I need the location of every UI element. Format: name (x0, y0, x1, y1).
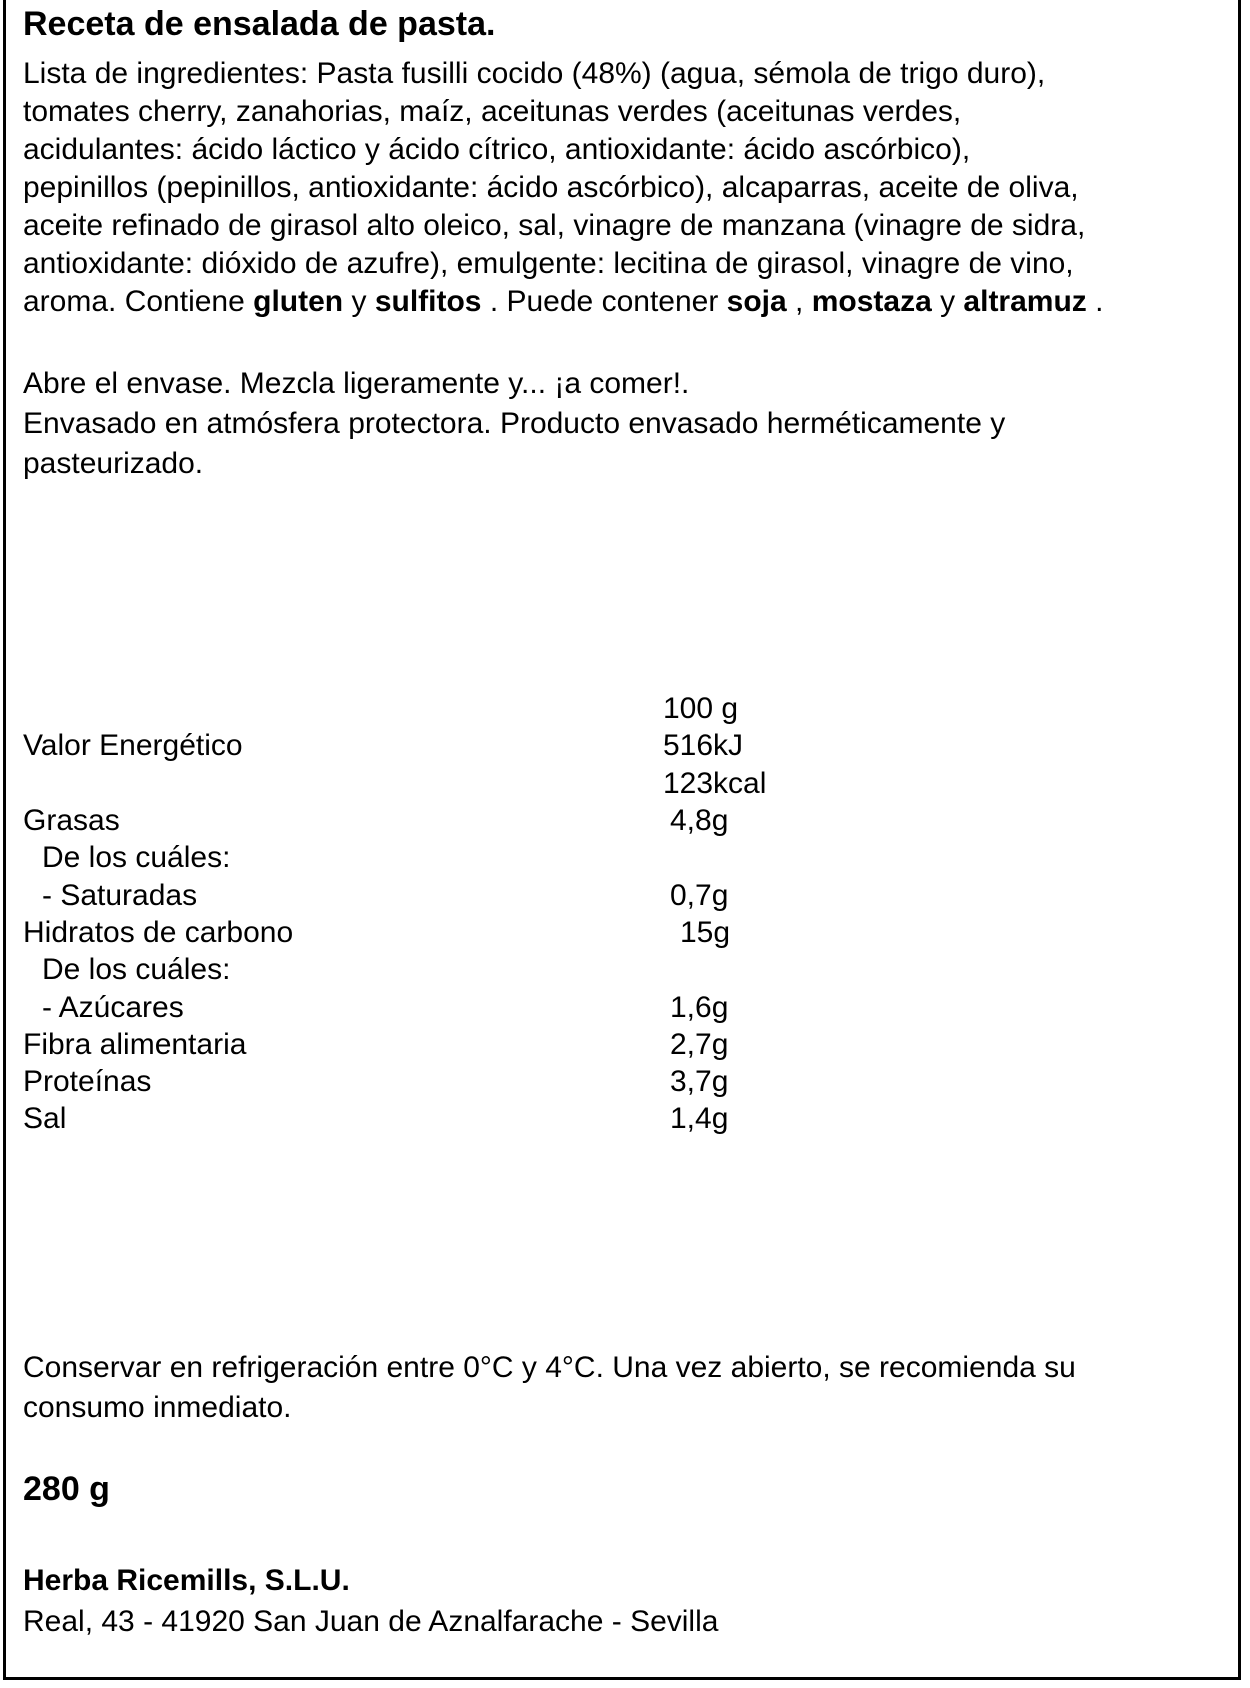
nutrition-row-value: 15g (680, 916, 731, 949)
ingredients-line (23, 245, 1223, 283)
nutrition-row-name: Hidratos de carbono (23, 916, 294, 949)
ingredients-line (23, 93, 1223, 131)
nutrition-row-name: - Saturadas (42, 879, 198, 912)
nutrition-row-name: De los cuáles: (42, 841, 231, 874)
ingredients-line (23, 283, 1223, 321)
instructions-text: Abre el envase. Mezcla ligeramente y... ¡a comer!. (23, 367, 690, 400)
ingredients-text: antioxidante: dióxido de azufre), emulgente: lecitina de girasol, vinagre de vino, (23, 247, 1074, 280)
ingredients-text: Lista de ingredientes: Pasta fusilli cocido (48%) (agua, sémola de trigo duro), (23, 57, 1046, 90)
ingredients-text: . (1086, 285, 1104, 318)
allergen-highlight: altramuz (963, 285, 1087, 318)
nutrition-row-value: 0,7g (670, 879, 729, 912)
nutrition-row-value: 1,4g (670, 1102, 729, 1135)
packaging-line-1: Envasado en atmósfera protectora. Producto envasado herméticamente y (23, 407, 1006, 440)
nutrition-row-name: Sal (23, 1102, 67, 1135)
ingredients-text: y (343, 285, 375, 318)
ingredients-text: acidulantes: ácido láctico y ácido cítrico, antioxidante: ácido ascórbico), (23, 133, 971, 166)
ingredients-text: pepinillos (pepinillos, antioxidante: ácido ascórbico), alcaparras, aceite de oliva, (23, 171, 1079, 204)
nutrition-header: 100 g (663, 692, 739, 725)
nutrition-row-name: Valor Energético (23, 729, 243, 762)
packaging-line-2: pasteurizado. (23, 447, 204, 480)
ingredients-text: aroma. Contiene (23, 285, 254, 318)
nutrition-row-name: Grasas (23, 804, 120, 837)
allergen-highlight: sulfitos (374, 285, 482, 318)
ingredients-line (23, 169, 1223, 207)
allergen-highlight: soja (726, 285, 787, 318)
ingredients-text: , (786, 285, 812, 318)
allergen-highlight: gluten (253, 285, 344, 318)
allergen-highlight: mostaza (811, 285, 932, 318)
nutrition-row-value: 1,6g (670, 991, 729, 1024)
ingredients-text: tomates cherry, zanahorias, maíz, aceitunas verdes (aceitunas verdes, (23, 95, 962, 128)
storage-line-1: Conservar en refrigeración entre 0°C y 4°C. Una vez abierto, se recomienda su (23, 1351, 1076, 1384)
company-name: Herba Ricemills, S.L.U. (23, 1564, 350, 1597)
storage-line-2: consumo inmediato. (23, 1391, 292, 1424)
company-address: Real, 43 - 41920 San Juan de Aznalfarache - Sevilla (23, 1605, 719, 1638)
ingredients-text: aceite refinado de girasol alto oleico, sal, vinagre de manzana (vinagre de sidra, (23, 209, 1086, 242)
page-title: Receta de ensalada de pasta. (23, 5, 496, 43)
ingredients-line (23, 55, 1223, 93)
ingredients-line (23, 131, 1223, 169)
nutrition-row-value: 3,7g (670, 1065, 729, 1098)
nutrition-row-value: 516kJ (663, 729, 744, 762)
nutrition-row-value: 4,8g (670, 804, 729, 837)
nutrition-row-name: - Azúcares (42, 991, 184, 1024)
nutrition-row-name: Proteínas (23, 1065, 152, 1098)
ingredients-list (23, 55, 1223, 321)
ingredients-text: . Puede contener (481, 285, 727, 318)
ingredients-text: y (931, 285, 964, 318)
nutrition-row-value: 123kcal (663, 767, 767, 800)
nutrition-row-name: De los cuáles: (42, 953, 231, 986)
nutrition-row-name: Fibra alimentaria (23, 1028, 247, 1061)
nutrition-row-value: 2,7g (670, 1028, 729, 1061)
net-weight: 280 g (23, 1470, 110, 1508)
ingredients-line (23, 207, 1223, 245)
